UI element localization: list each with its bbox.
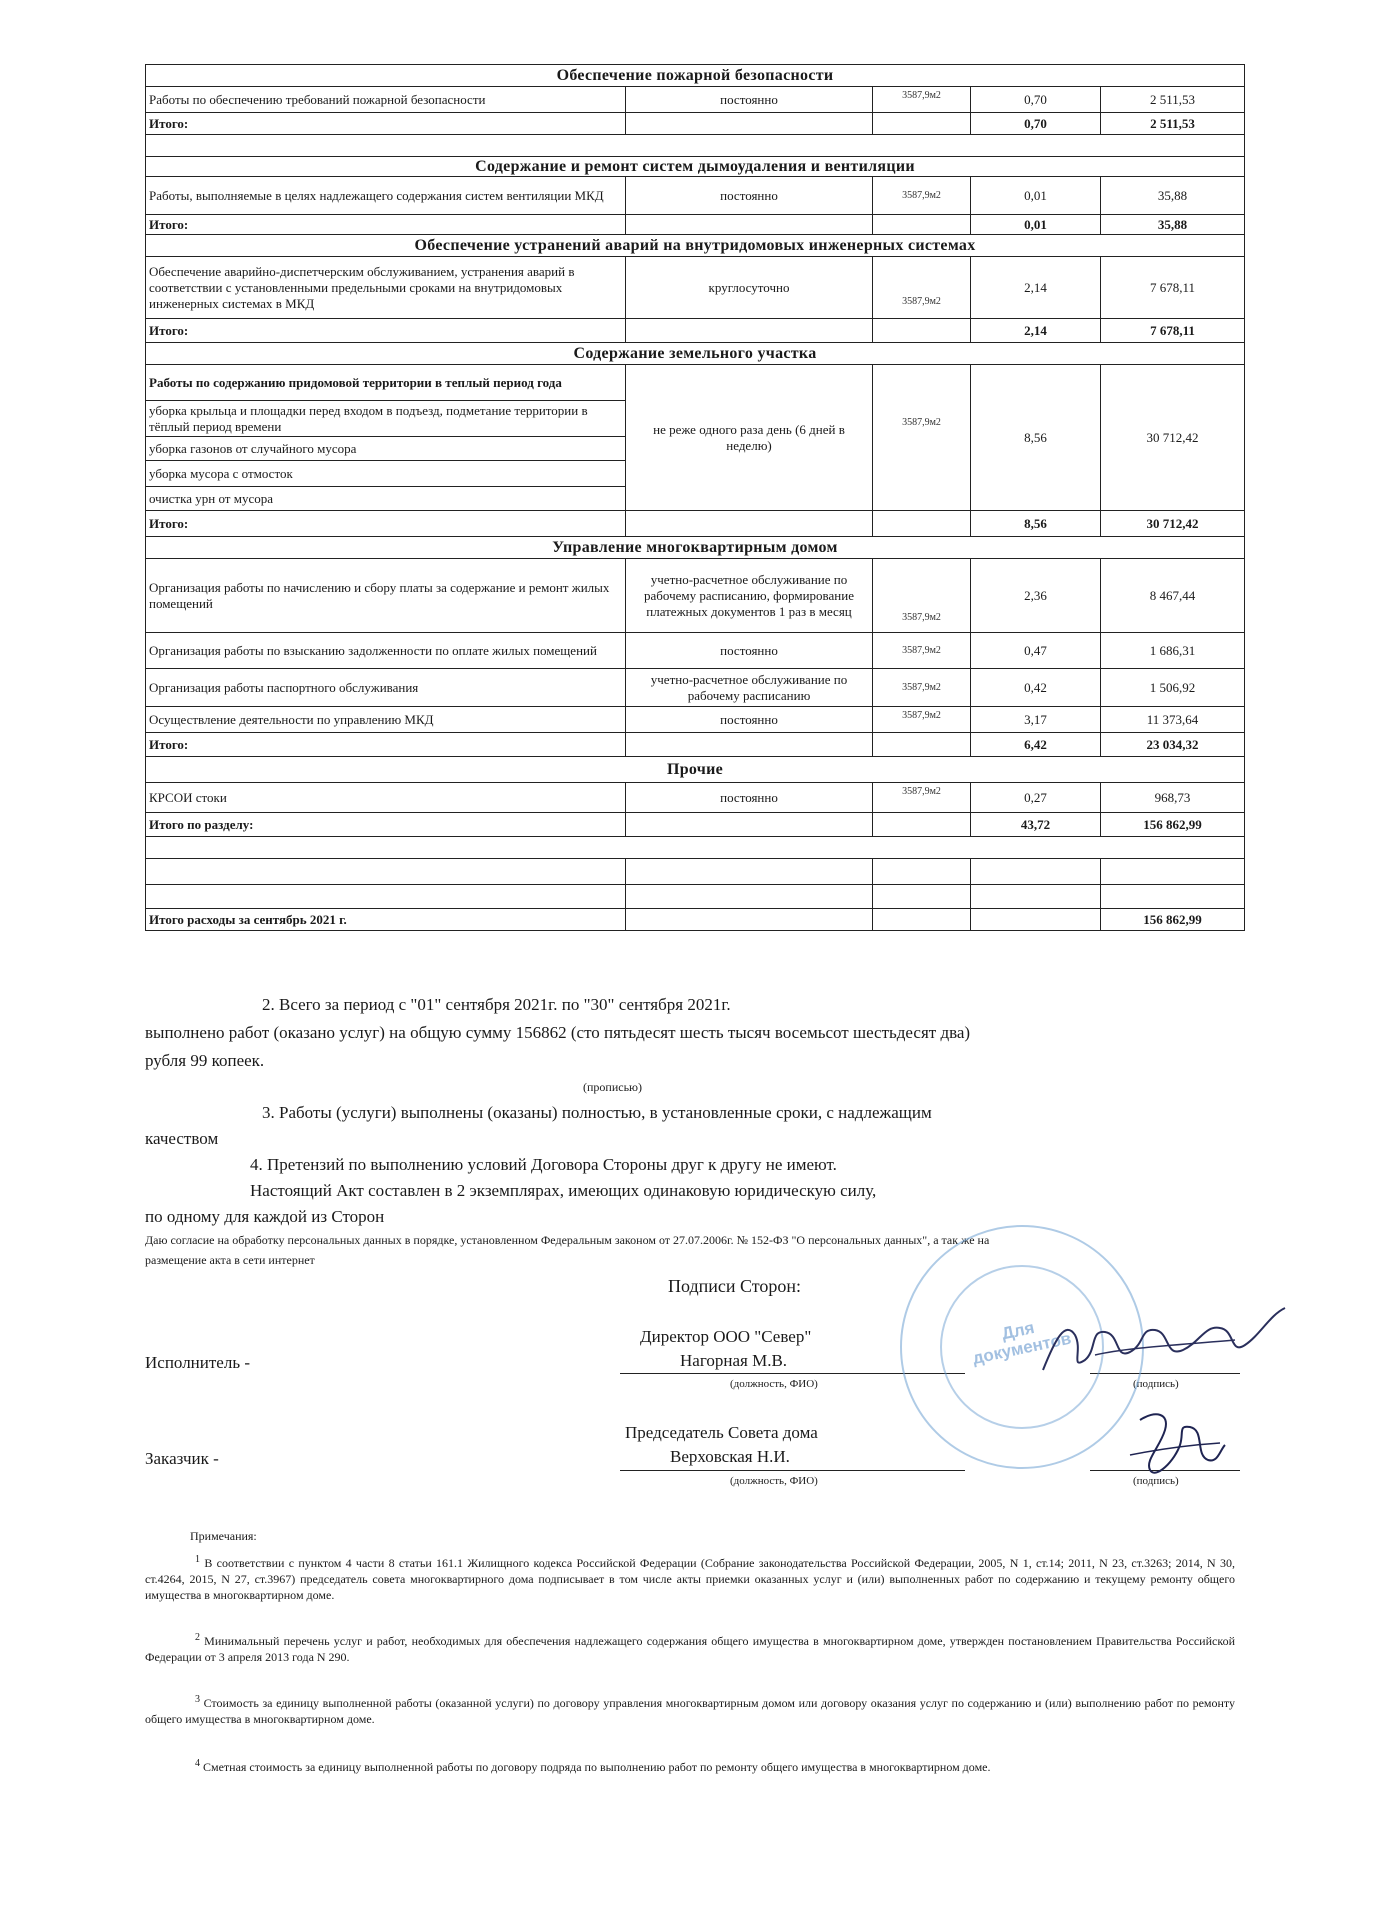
section-total-sum: 156 862,99 <box>1101 813 1245 837</box>
work-area: 3587,9м2 <box>873 633 971 669</box>
work-rate: 8,56 <box>971 365 1101 511</box>
executor-position: Директор ООО "Север" <box>640 1327 812 1346</box>
note-2 <box>145 1630 1235 1665</box>
customer-position-line <box>620 1470 965 1471</box>
paragraph-2-line1: 2. Всего за период с "01" сентября 2021г. по "30" сентября 2021г. <box>262 995 731 1014</box>
work-name: Обеспечение аварийно-диспетчерским обслуживанием, устранения аварий в соответствии с установленными предельными сроками на внутридомовых инженерных системах в МКД <box>146 257 626 319</box>
work-area: 3587,9м2 <box>873 365 971 511</box>
work-sum: 968,73 <box>1101 783 1245 813</box>
work-rate: 0,70 <box>971 87 1101 113</box>
total-sum: 30 712,42 <box>1101 511 1245 537</box>
executor-label: Исполнитель - <box>145 1353 250 1372</box>
work-rate: 2,14 <box>971 257 1101 319</box>
empty-row <box>146 135 1245 157</box>
total-label: Итого: <box>146 511 626 537</box>
stamp-text: Для документов <box>970 1318 1073 1369</box>
consent-line2: размещение акта в сети интернет <box>145 1253 315 1267</box>
work-period: круглосуточно <box>626 257 873 319</box>
note-3-text: Стоимость за единицу выполненной работы (оказанной услуги) по договору управления многоквартирным домом или договору оказания услуг по содержанию и (или) выполнению работ по ремонту общего имущества в многоквартирном доме. <box>145 1696 1235 1726</box>
section-total-label: Итого по разделу: <box>146 813 626 837</box>
paragraph-2-line3: рубля 99 копеек. <box>145 1051 265 1070</box>
executor-position-caption: (должность, ФИО) <box>730 1378 818 1390</box>
paragraph-5-line2: по одному для каждой из Сторон <box>145 1207 385 1226</box>
note-2-mark: 2 <box>195 1632 200 1643</box>
total-rate: 0,01 <box>971 215 1101 235</box>
work-area: 3587,9м2 <box>873 669 971 707</box>
total-label: Итого: <box>146 733 626 757</box>
total-sum: 23 034,32 <box>1101 733 1245 757</box>
work-rate: 0,01 <box>971 177 1101 215</box>
work-rate: 3,17 <box>971 707 1101 733</box>
total-rate: 6,42 <box>971 733 1101 757</box>
paragraph-2-line2: выполнено работ (оказано услуг) на общую сумму 156862 (сто пятьдесят шесть тысяч восемьсот шестьдесят два) <box>145 1023 971 1042</box>
work-sum: 1 686,31 <box>1101 633 1245 669</box>
work-period: учетно-расчетное обслуживание по рабочему расписанию <box>626 669 873 707</box>
work-area: 3587,9м2 <box>873 783 971 813</box>
executor-signature <box>1035 1300 1295 1390</box>
work-period: постоянно <box>626 783 873 813</box>
land-item: уборка газонов от случайного мусора <box>146 437 626 461</box>
section-total-rate: 43,72 <box>971 813 1101 837</box>
grand-total-label: Итого расходы за сентябрь 2021 г. <box>146 909 626 931</box>
work-area: 3587,9м2 <box>873 257 971 319</box>
note-4-mark: 4 <box>195 1758 200 1769</box>
paragraph-5-line1: Настоящий Акт составлен в 2 экземплярах, имеющих одинаковую юридическую силу, <box>250 1181 877 1200</box>
section-title-other: Прочие <box>146 757 1245 783</box>
work-rate: 0,47 <box>971 633 1101 669</box>
total-sum: 35,88 <box>1101 215 1245 235</box>
work-period: учетно-расчетное обслуживание по рабочему расписанию, формирование платежных документов 1 раз в месяц <box>626 559 873 633</box>
paragraph-4: 4. Претензий по выполнению условий Договора Стороны друг к другу не имеют. <box>250 1155 837 1174</box>
work-rate: 2,36 <box>971 559 1101 633</box>
note-3-mark: 3 <box>195 1694 200 1705</box>
note-4 <box>145 1756 1235 1775</box>
work-period: постоянно <box>626 177 873 215</box>
work-sum: 35,88 <box>1101 177 1245 215</box>
total-sum: 7 678,11 <box>1101 319 1245 343</box>
services-table <box>145 64 1245 931</box>
work-sum: 8 467,44 <box>1101 559 1245 633</box>
work-name: Работы, выполняемые в целях надлежащего содержания систем вентиляции МКД <box>146 177 626 215</box>
note-1-text: В соответствии с пунктом 4 части 8 статьи 161.1 Жилищного кодекса Российской Федерации (Собрание законодательства Российской Федерации, 2005, N 1, ст.14; 2011, N 23, ст.3263; 2014, N 30, ст.4264, 2015, N 27, ст.3967) председатель совета многоквартирного дома подписывает в том числе акты приемки оказанных услуг и (или) выполненных работ по содержанию и текущему ремонту общего имущества в многоквартирном доме. <box>145 1556 1236 1602</box>
land-item: уборка крыльца и площадки перед входом в подъезд, подметание территории в тёплый период времени <box>146 401 626 437</box>
total-rate: 8,56 <box>971 511 1101 537</box>
work-sum: 1 506,92 <box>1101 669 1245 707</box>
executor-sign-caption: (подпись) <box>1133 1378 1179 1390</box>
section-title-accident: Обеспечение устранений аварий на внутридомовых инженерных системах <box>146 235 1245 257</box>
work-period: не реже одного раза день (6 дней в неделю) <box>626 365 873 511</box>
total-label: Итого: <box>146 215 626 235</box>
work-name: Организация работы по начислению и сбору платы за содержание и ремонт жилых помещений <box>146 559 626 633</box>
section-title-management: Управление многоквартирным домом <box>146 537 1245 559</box>
customer-position-caption: (должность, ФИО) <box>730 1475 818 1487</box>
work-rate: 0,27 <box>971 783 1101 813</box>
customer-name: Верховская Н.И. <box>670 1447 790 1466</box>
propisyu-caption: (прописью) <box>583 1080 643 1094</box>
paragraph-3-line2: качеством <box>145 1129 219 1148</box>
total-rate: 0,70 <box>971 113 1101 135</box>
work-area: 3587,9м2 <box>873 177 971 215</box>
signatures-title: Подписи Сторон: <box>668 1276 802 1296</box>
section-title-fire: Обеспечение пожарной безопасности <box>146 65 1245 87</box>
section-title-land: Содержание земельного участка <box>146 343 1245 365</box>
work-area: 3587,9м2 <box>873 87 971 113</box>
grand-total-sum: 156 862,99 <box>1101 909 1245 931</box>
work-period: постоянно <box>626 87 873 113</box>
land-header: Работы по содержанию придомовой территории в теплый период года <box>146 365 626 401</box>
note-1-mark: 1 <box>195 1554 200 1565</box>
notes-title: Примечания: <box>190 1529 257 1543</box>
work-sum: 30 712,42 <box>1101 365 1245 511</box>
work-rate: 0,42 <box>971 669 1101 707</box>
total-sum: 2 511,53 <box>1101 113 1245 135</box>
consent-line1: Даю согласие на обработку персональных данных в порядке, установленном Федеральным законом от 27.07.2006г. № 152-ФЗ "О персональных данных", а так же на <box>145 1233 990 1247</box>
paragraph-3-line1: 3. Работы (услуги) выполнены (оказаны) полностью, в установленные сроки, с надлежащим <box>262 1103 932 1122</box>
land-item: очистка урн от мусора <box>146 487 626 511</box>
customer-sign-caption: (подпись) <box>1133 1475 1179 1487</box>
work-name: Организация работы по взысканию задолженности по оплате жилых помещений <box>146 633 626 669</box>
customer-label: Заказчик - <box>145 1449 219 1468</box>
work-area: 3587,9м2 <box>873 559 971 633</box>
customer-position: Председатель Совета дома <box>625 1423 818 1442</box>
work-sum: 7 678,11 <box>1101 257 1245 319</box>
section-title-vent: Содержание и ремонт систем дымоудаления и вентиляции <box>146 157 1245 177</box>
note-4-text: Сметная стоимость за единицу выполненной работы по договору подряда по выполнению работ по ремонту общего имущества в многоквартирном доме. <box>203 1760 991 1774</box>
total-label: Итого: <box>146 319 626 343</box>
note-1 <box>145 1552 1235 1603</box>
work-period: постоянно <box>626 633 873 669</box>
note-2-text: Минимальный перечень услуг и работ, необходимых для обеспечения надлежащего содержания общего имущества в многоквартирном доме, утвержден постановлением Правительства Российской Федерации от 3 апреля 2013 года N 290. <box>145 1634 1235 1664</box>
work-name: Осуществление деятельности по управлению МКД <box>146 707 626 733</box>
work-name: Работы по обеспечению требований пожарной безопасности <box>146 87 626 113</box>
note-3 <box>145 1692 1235 1727</box>
customer-signature <box>1120 1405 1230 1490</box>
total-rate: 2,14 <box>971 319 1101 343</box>
work-sum: 11 373,64 <box>1101 707 1245 733</box>
work-area: 3587,9м2 <box>873 707 971 733</box>
executor-name: Нагорная М.В. <box>680 1351 788 1370</box>
work-name: Организация работы паспортного обслуживания <box>146 669 626 707</box>
work-sum: 2 511,53 <box>1101 87 1245 113</box>
work-name: КРСОИ стоки <box>146 783 626 813</box>
empty-row <box>146 837 1245 859</box>
land-item: уборка мусора с отмосток <box>146 461 626 487</box>
work-period: постоянно <box>626 707 873 733</box>
total-label: Итого: <box>146 113 626 135</box>
